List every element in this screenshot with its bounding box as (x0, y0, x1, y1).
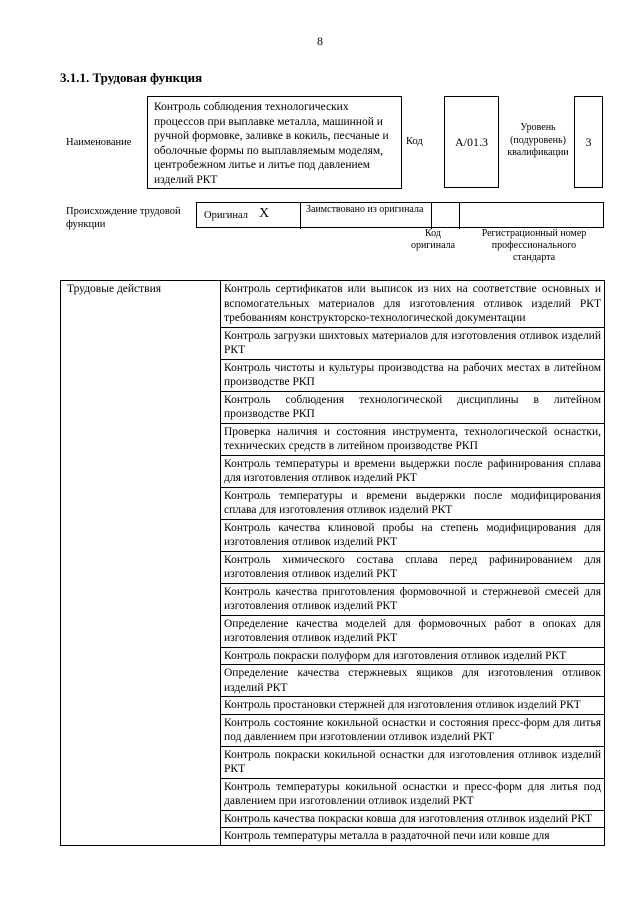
labor-action-item: Контроль соблюдения технологической дисциплины в литейном производстве РКП (221, 391, 605, 423)
function-name-box: Контроль соблюдения технологических процессов при выплавке металла, машинной и ручной формовке, заливке в кокиль, песчаные и оболочные формы по выплавляемым моделям, центробежном литье и литье под давлением изделий РКТ (147, 96, 402, 189)
labor-action-item: Контроль качества покраски ковша для изготовления отливок изделий РКТ (221, 810, 605, 828)
labor-action-item: Контроль простановки стержней для изготовления отливок изделий РКТ (221, 697, 605, 715)
labor-action-item: Контроль температуры металла в раздаточной печи или ковше для (221, 828, 605, 846)
original-code-cell (432, 203, 460, 229)
labor-action-item: Контроль состояние кокильной оснастки и состояния пресс-форм для литья под давлением при изготовлении отливок изделий РКТ (221, 714, 605, 746)
labor-action-item: Контроль температуры кокильной оснастки и пресс-форм для литья под давлением при изготовлении отливок изделий РКТ (221, 778, 605, 810)
labor-action-item: Контроль химического состава сплава перед рафинированием для изготовления отливок изделий РКТ (221, 551, 605, 583)
labor-action-item: Определение качества стержневых ящиков для изготовления отливок изделий РКТ (221, 665, 605, 697)
page-number: 8 (317, 34, 323, 48)
code-label: Код (406, 136, 423, 147)
name-label: Наименование (66, 137, 132, 148)
labor-action-item: Контроль качества клиновой пробы на степень модифицирования для изготовления отливок изделий РКТ (221, 519, 605, 551)
labor-action-item: Контроль чистоты и культуры производства на рабочих местах в литейном производстве РКП (221, 359, 605, 391)
original-cell (197, 203, 301, 229)
labor-action-item: Контроль загрузки шихтовых материалов для изготовления отливок изделий РКТ (221, 327, 605, 359)
labor-action-item: Контроль покраски кокильной оснастки для изготовления отливок изделий РКТ (221, 746, 605, 778)
labor-actions-label: Трудовые действия (61, 281, 221, 846)
original-mark: Х (259, 206, 270, 221)
borrowed-label: Заимствовано из оригинала (306, 204, 424, 215)
labor-action-item: Контроль сертификатов или выписок из них на соответствие основных и вспомогательных материалов для изготовления отливок изделий РКТ требованиям конструкторско-технологической документации (221, 281, 605, 328)
labor-actions-table (60, 280, 605, 846)
code-box: А/01.3 (444, 96, 499, 188)
labor-action-item: Контроль покраски полуформ для изготовления отливок изделий РКТ (221, 647, 605, 665)
original-label: Оригинал (204, 210, 248, 221)
table-row (61, 281, 605, 328)
qualification-level-box: 3 (574, 96, 603, 188)
labor-action-item: Контроль температуры и времени выдержки после рафинирования сплава для изготовления отливок изделий РКТ (221, 455, 605, 487)
registration-number-cell (460, 203, 605, 229)
labor-action-item: Контроль качества приготовления формовочной и стержневой смесей для изготовления отливок изделий РКТ (221, 583, 605, 615)
registration-number-caption: Регистрационный номер профессионального стандарта (481, 228, 587, 263)
borrowed-cell (301, 203, 432, 229)
labor-action-item: Проверка наличия и состояния инструмента, технологической оснастки, технических средств в литейном производстве РКП (221, 423, 605, 455)
section-title: 3.1.1. Трудовая функция (60, 70, 203, 85)
original-code-caption: Код оригинала (410, 228, 456, 251)
qualification-level-label: Уровень (подуровень) квалификации (507, 122, 569, 158)
origin-row (196, 202, 604, 228)
origin-label: Происхождение трудовой функции (66, 206, 181, 230)
labor-action-item: Контроль температуры и времени выдержки после модифицирования сплава для изготовления отливок изделий РКТ (221, 487, 605, 519)
labor-action-item: Определение качества моделей для формовочных работ в опоках для изготовления отливок изделий РКТ (221, 615, 605, 647)
